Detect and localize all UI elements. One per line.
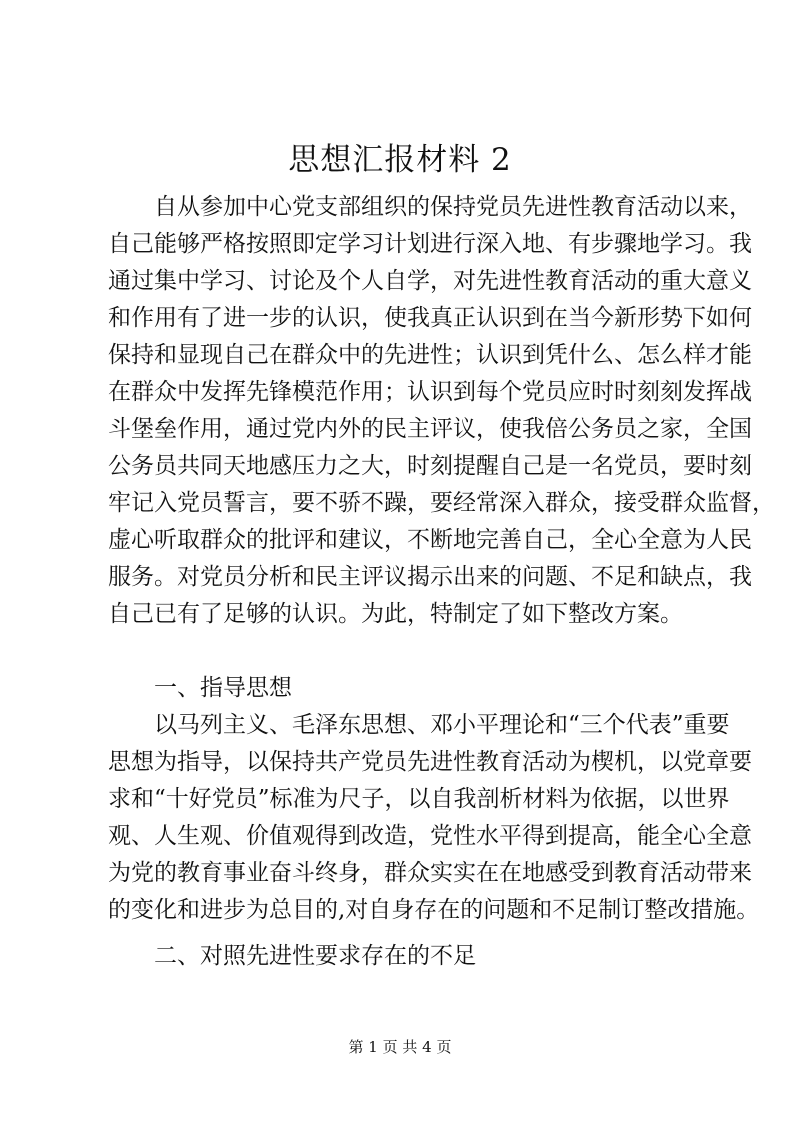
- paragraph-1-line-5: 保持和显现自己在群众中的先进性；认识到凭什么、怎么样才能: [108, 342, 752, 368]
- paragraph-1-line-11: 服务。对党员分析和民主评议揭示出来的问题、不足和缺点，我: [108, 564, 752, 590]
- paragraph-2-line-1: 以马列主义、毛泽东思想、邓小平理论和“三个代表”重要: [154, 712, 730, 738]
- paragraph-1-line-8: 公务员共同天地感压力之大，时刻提醒自己是一名党员，要时刻: [108, 453, 752, 479]
- document-title: 思想汇报材料 2: [288, 142, 512, 178]
- paragraph-1-line-12: 自己已有了足够的认识。为此，特制定了如下整改方案。: [108, 601, 683, 627]
- paragraph-1-line-10: 虚心听取群众的批评和建议，不断地完善自己，全心全意为人民: [108, 527, 752, 553]
- paragraph-1-line-9: 牢记入党员誓言，要不骄不躁，要经常深入群众，接受群众监督，: [108, 490, 775, 516]
- page-number-footer: 第 1 页 共 4 页: [348, 1038, 452, 1056]
- paragraph-2-line-2: 思想为指导，以保持共产党员先进性教育活动为楔机，以党章要: [108, 749, 752, 775]
- paragraph-1-line-1: 自从参加中心党支部组织的保持党员先进性教育活动以来，: [154, 194, 752, 220]
- paragraph-2-line-5: 为党的教育事业奋斗终身，群众实实在在地感受到教育活动带来: [108, 860, 752, 886]
- paragraph-1-line-7: 斗堡垒作用，通过党内外的民主评议，使我倍公务员之家，全国: [108, 416, 752, 442]
- section-heading-1: 一、指导思想: [154, 675, 292, 701]
- paragraph-2-line-6: 的变化和进步为总目的,对自身存在的问题和不足制订整改措施。: [108, 897, 760, 923]
- paragraph-2-line-3: 求和“十好党员”标准为尺子，以自我剖析材料为依据，以世界: [108, 786, 730, 812]
- paragraph-1-line-6: 在群众中发挥先锋模范作用；认识到每个党员应时时刻刻发挥战: [108, 379, 752, 405]
- paragraph-2-line-4: 观、人生观、价值观得到改造，党性水平得到提高，能全心全意: [108, 823, 752, 849]
- section-heading-2: 二、对照先进性要求存在的不足: [154, 943, 476, 969]
- paragraph-1-line-3: 通过集中学习、讨论及个人自学，对先进性教育活动的重大意义: [108, 268, 752, 294]
- paragraph-1-line-4: 和作用有了进一步的认识，使我真正认识到在当今新形势下如何: [108, 305, 752, 331]
- paragraph-1-line-2: 自己能够严格按照即定学习计划进行深入地、有步骤地学习。我: [108, 231, 752, 257]
